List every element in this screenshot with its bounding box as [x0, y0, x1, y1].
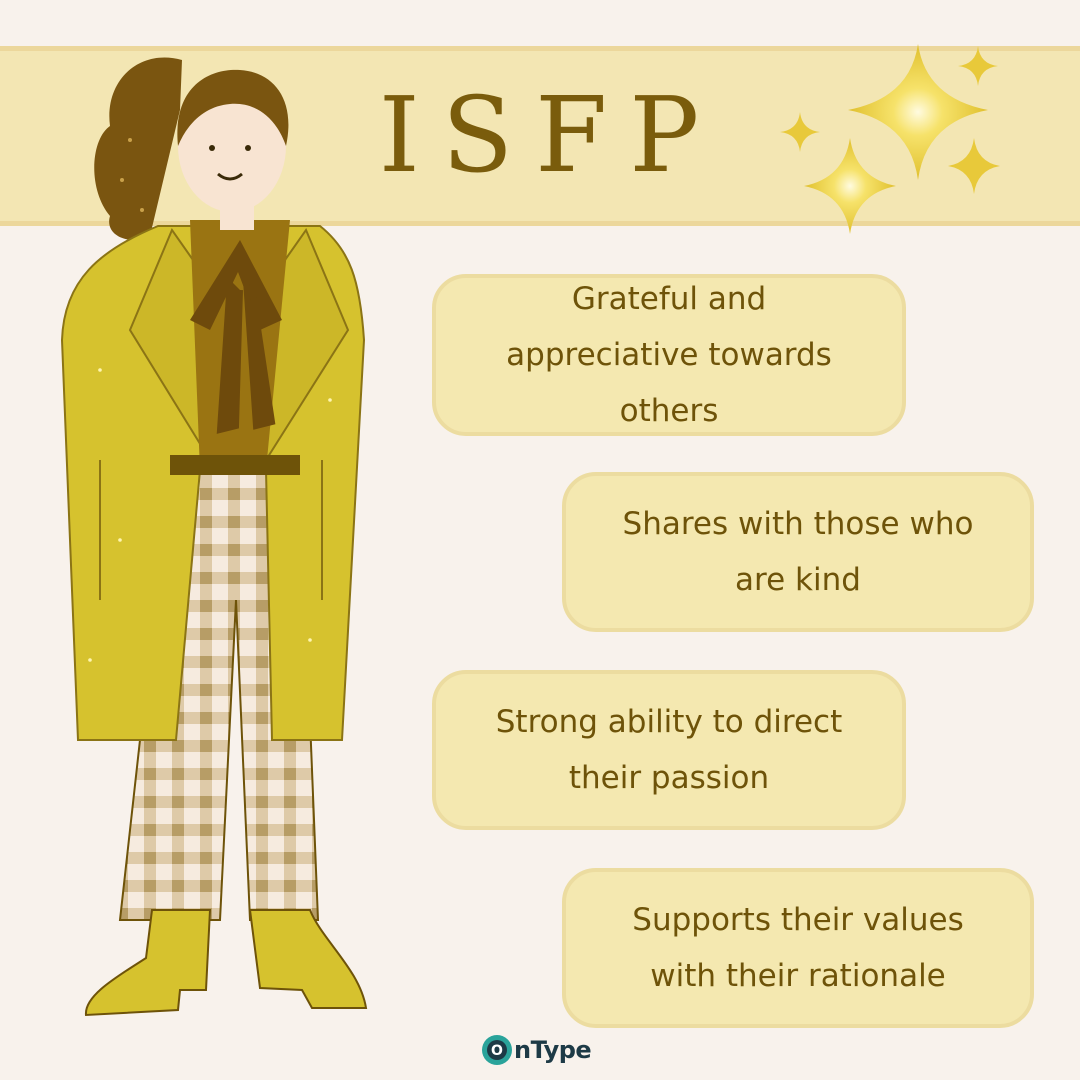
trait-card [562, 472, 1034, 632]
trait-line: their passion [568, 760, 770, 796]
isfp-character-illustration [60, 40, 390, 1030]
sparkle-small-left [780, 112, 820, 152]
logo-letter: O [491, 1043, 503, 1059]
ontype-logo [480, 1028, 591, 1072]
trait-line: Grateful and [571, 281, 767, 317]
trait-line: others [619, 393, 719, 429]
hair-ponytail [94, 57, 182, 239]
ontype-logo-icon [480, 1033, 514, 1067]
trait-line: are kind [735, 562, 861, 598]
boot-right [250, 910, 366, 1008]
trait-line: with their rationale [650, 958, 946, 994]
sparkle-icon [770, 38, 1020, 238]
sparkle-small-right [948, 138, 1000, 194]
trait-card [562, 868, 1034, 1028]
trait-line: Shares with those who [622, 506, 974, 542]
sparkle-small-top [958, 46, 998, 86]
trait-card [432, 274, 906, 436]
boot-left [86, 910, 210, 1015]
brand-name: nType [514, 1036, 592, 1064]
page-title: ISFP [378, 74, 722, 196]
sparkle-medium [804, 138, 896, 234]
trait-card [432, 670, 906, 830]
trait-line: Supports their values [632, 902, 964, 938]
trait-line: appreciative towards [506, 337, 832, 373]
trait-line: Strong ability to direct [495, 704, 843, 740]
